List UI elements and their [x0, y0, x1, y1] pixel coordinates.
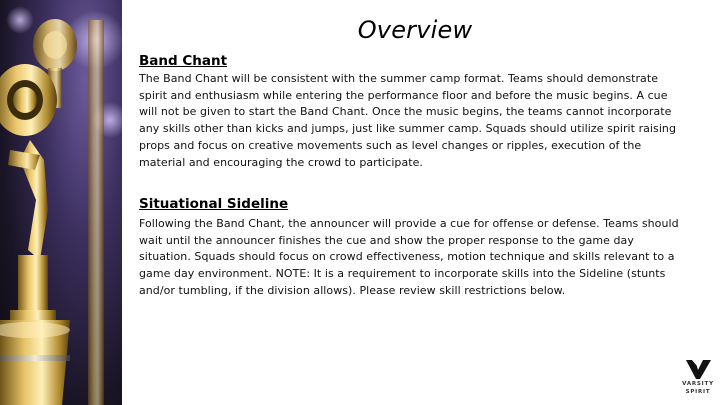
section-body-band-chant: The Band Chant will be consistent with the summer camp format. Teams should demonstrate spirit and enthusiasm while entering the performance floor and before the music begins. A cue will not be given to start the Band Chant. Once the music begins, the teams cannot incorporate any skills other than kicks and jumps, just like summer camp. Squads should utilize spirit raising props and focus on creative movements such as level changes or ripples, execution of the material and encouraging the crowd to participate. [139, 72, 676, 169]
section-heading-situational-sideline: Situational Sideline [139, 196, 289, 212]
logo-text-line2: SPIRIT [685, 388, 711, 395]
section-body-situational-sideline: Following the Band Chant, the announcer will provide a cue for offense or defense. Teams should wait until the announcer finishes the cue and show the proper response to the game day situation. Squads should focus on crowd effectiveness, motion technique and skills relevant to a game day environment. NOTE: It is a requirement to incorporate skills into the Sideline (stunts and/or tumbling, if the division allows). Please review skill restrictions below. [139, 217, 679, 297]
logo-text-line1: VARSITY [682, 381, 714, 387]
section-heading-band-chant: Band Chant [139, 53, 228, 69]
trophy-photo [0, 0, 122, 405]
varsity-logo-icon [683, 358, 713, 380]
page-title: Overview [357, 16, 473, 44]
varsity-spirit-logo [676, 358, 720, 400]
